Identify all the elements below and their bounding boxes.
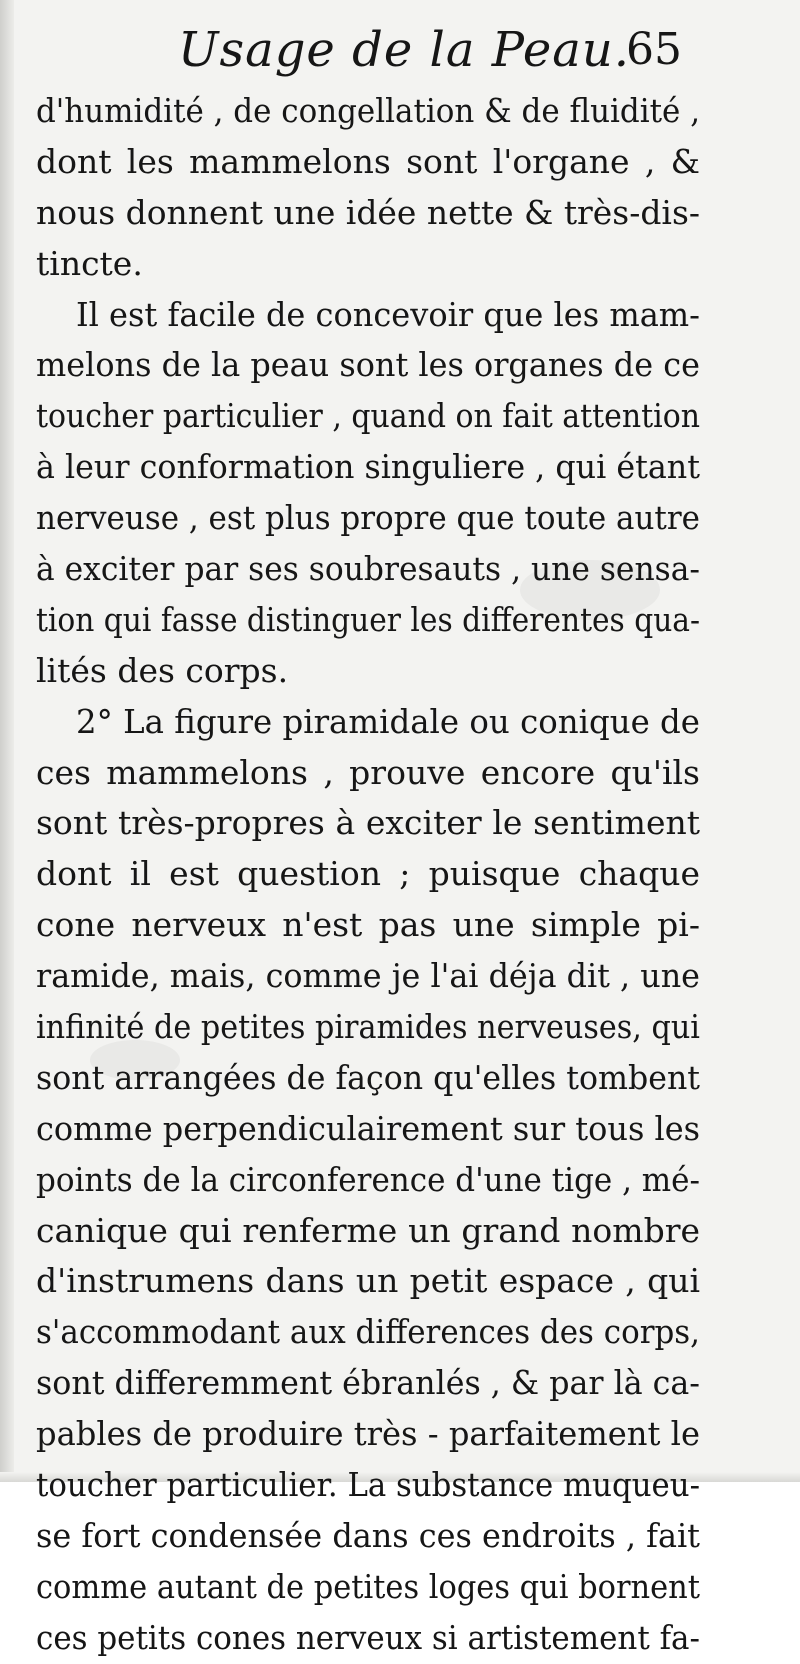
text-line-content: canique qui renferme un grand nombre [36, 1210, 700, 1250]
text-line-content: comme perpendiculairement sur tous les [36, 1108, 701, 1148]
text-line-content: infinité de petites piramides nerveuses, qui [36, 1007, 700, 1047]
text-line-content: ces petits cones nerveux si artistement fa- [36, 1617, 700, 1657]
text-line-content: à leur conformation singuliere , qui étant [36, 447, 700, 487]
page-header [0, 22, 800, 86]
text-line-content: toucher particulier , quand on fait attention [36, 396, 700, 436]
text-line-content: dont il est question ; puisque chaque [36, 854, 701, 894]
text-line [36, 1358, 700, 1409]
text-line [36, 1307, 700, 1358]
text-line [36, 1002, 700, 1053]
text-line-content: se fort condensée dans ces endroits , fait [36, 1515, 701, 1555]
text-line-content: ramide, mais, comme je l'ai déja dit , une [36, 956, 700, 996]
paragraph-start: Il est facile de concevoir que les mam- [76, 294, 700, 334]
text-line-content: lités des corps. [36, 650, 289, 690]
text-line [36, 137, 700, 188]
text-line-content: toucher particulier. La substance muqueu- [36, 1465, 701, 1505]
text-line [36, 849, 700, 900]
text-line [36, 1206, 700, 1257]
text-line-content: nerveuse , est plus propre que toute autre [36, 498, 700, 538]
text-line [36, 188, 700, 239]
text-line [36, 1460, 700, 1511]
text-line-content: à exciter par ses soubresauts , une sensa- [36, 549, 700, 589]
text-line [36, 646, 700, 697]
text-line [36, 442, 700, 493]
text-line-content: sont differemment ébranlés , & par là ca- [36, 1363, 701, 1403]
text-line-content: cone nerveux n'est pas une simple pi- [36, 905, 700, 945]
text-line-content: sont arrangées de façon qu'elles tombent [36, 1057, 701, 1097]
text-line-content: nous donnent une idée nette & très-dis- [36, 192, 701, 232]
text-line [36, 951, 700, 1002]
page-edge-shadow [0, 0, 14, 1482]
text-line-content: tion qui fasse distinguer les differentes qua- [36, 599, 701, 639]
text-line-content: tincte. [36, 243, 143, 283]
text-line [36, 595, 700, 646]
text-line [36, 1511, 700, 1562]
text-line-content: dont les mammelons sont l'organe , & [36, 141, 700, 181]
text-line [36, 340, 700, 391]
text-line [36, 544, 700, 595]
page-number: 65 [626, 24, 682, 75]
text-line-content: d'instrumens dans un petit espace , qui [36, 1261, 701, 1301]
text-line [36, 86, 700, 137]
text-line [36, 697, 700, 748]
text-line [36, 1155, 700, 1206]
text-line-content: ces mammelons , prouve encore qu'ils [36, 752, 700, 792]
running-title: Usage de la Peau. [178, 22, 631, 78]
text-line [36, 1613, 700, 1664]
text-line-content: points de la circonference d'une tige , mé- [36, 1159, 700, 1199]
text-line [36, 1409, 700, 1460]
text-line-content: comme autant de petites loges qui bornent [36, 1566, 701, 1606]
text-line-content: sont très-propres à exciter le sentiment [36, 803, 701, 843]
text-line-content: d'humidité , de congellation & de fluidité , [36, 91, 701, 130]
text-line-content: melons de la peau sont les organes de ce [36, 345, 700, 385]
text-line-content: s'accommodant aux differences des corps, [36, 1312, 701, 1352]
text-line [36, 391, 700, 442]
paragraph-start: 2° La figure piramidale ou conique de [76, 701, 700, 741]
text-line [36, 798, 700, 849]
text-line [36, 748, 700, 799]
text-line [36, 1256, 700, 1307]
text-line [36, 1562, 700, 1613]
body-text [36, 86, 700, 1664]
text-line-content: pables de produire très - parfaitement le [36, 1414, 700, 1454]
text-line [36, 1053, 700, 1104]
text-line [36, 239, 700, 290]
text-line [36, 900, 700, 951]
text-line [36, 1104, 700, 1155]
text-line [36, 493, 700, 544]
text-line [36, 290, 700, 341]
